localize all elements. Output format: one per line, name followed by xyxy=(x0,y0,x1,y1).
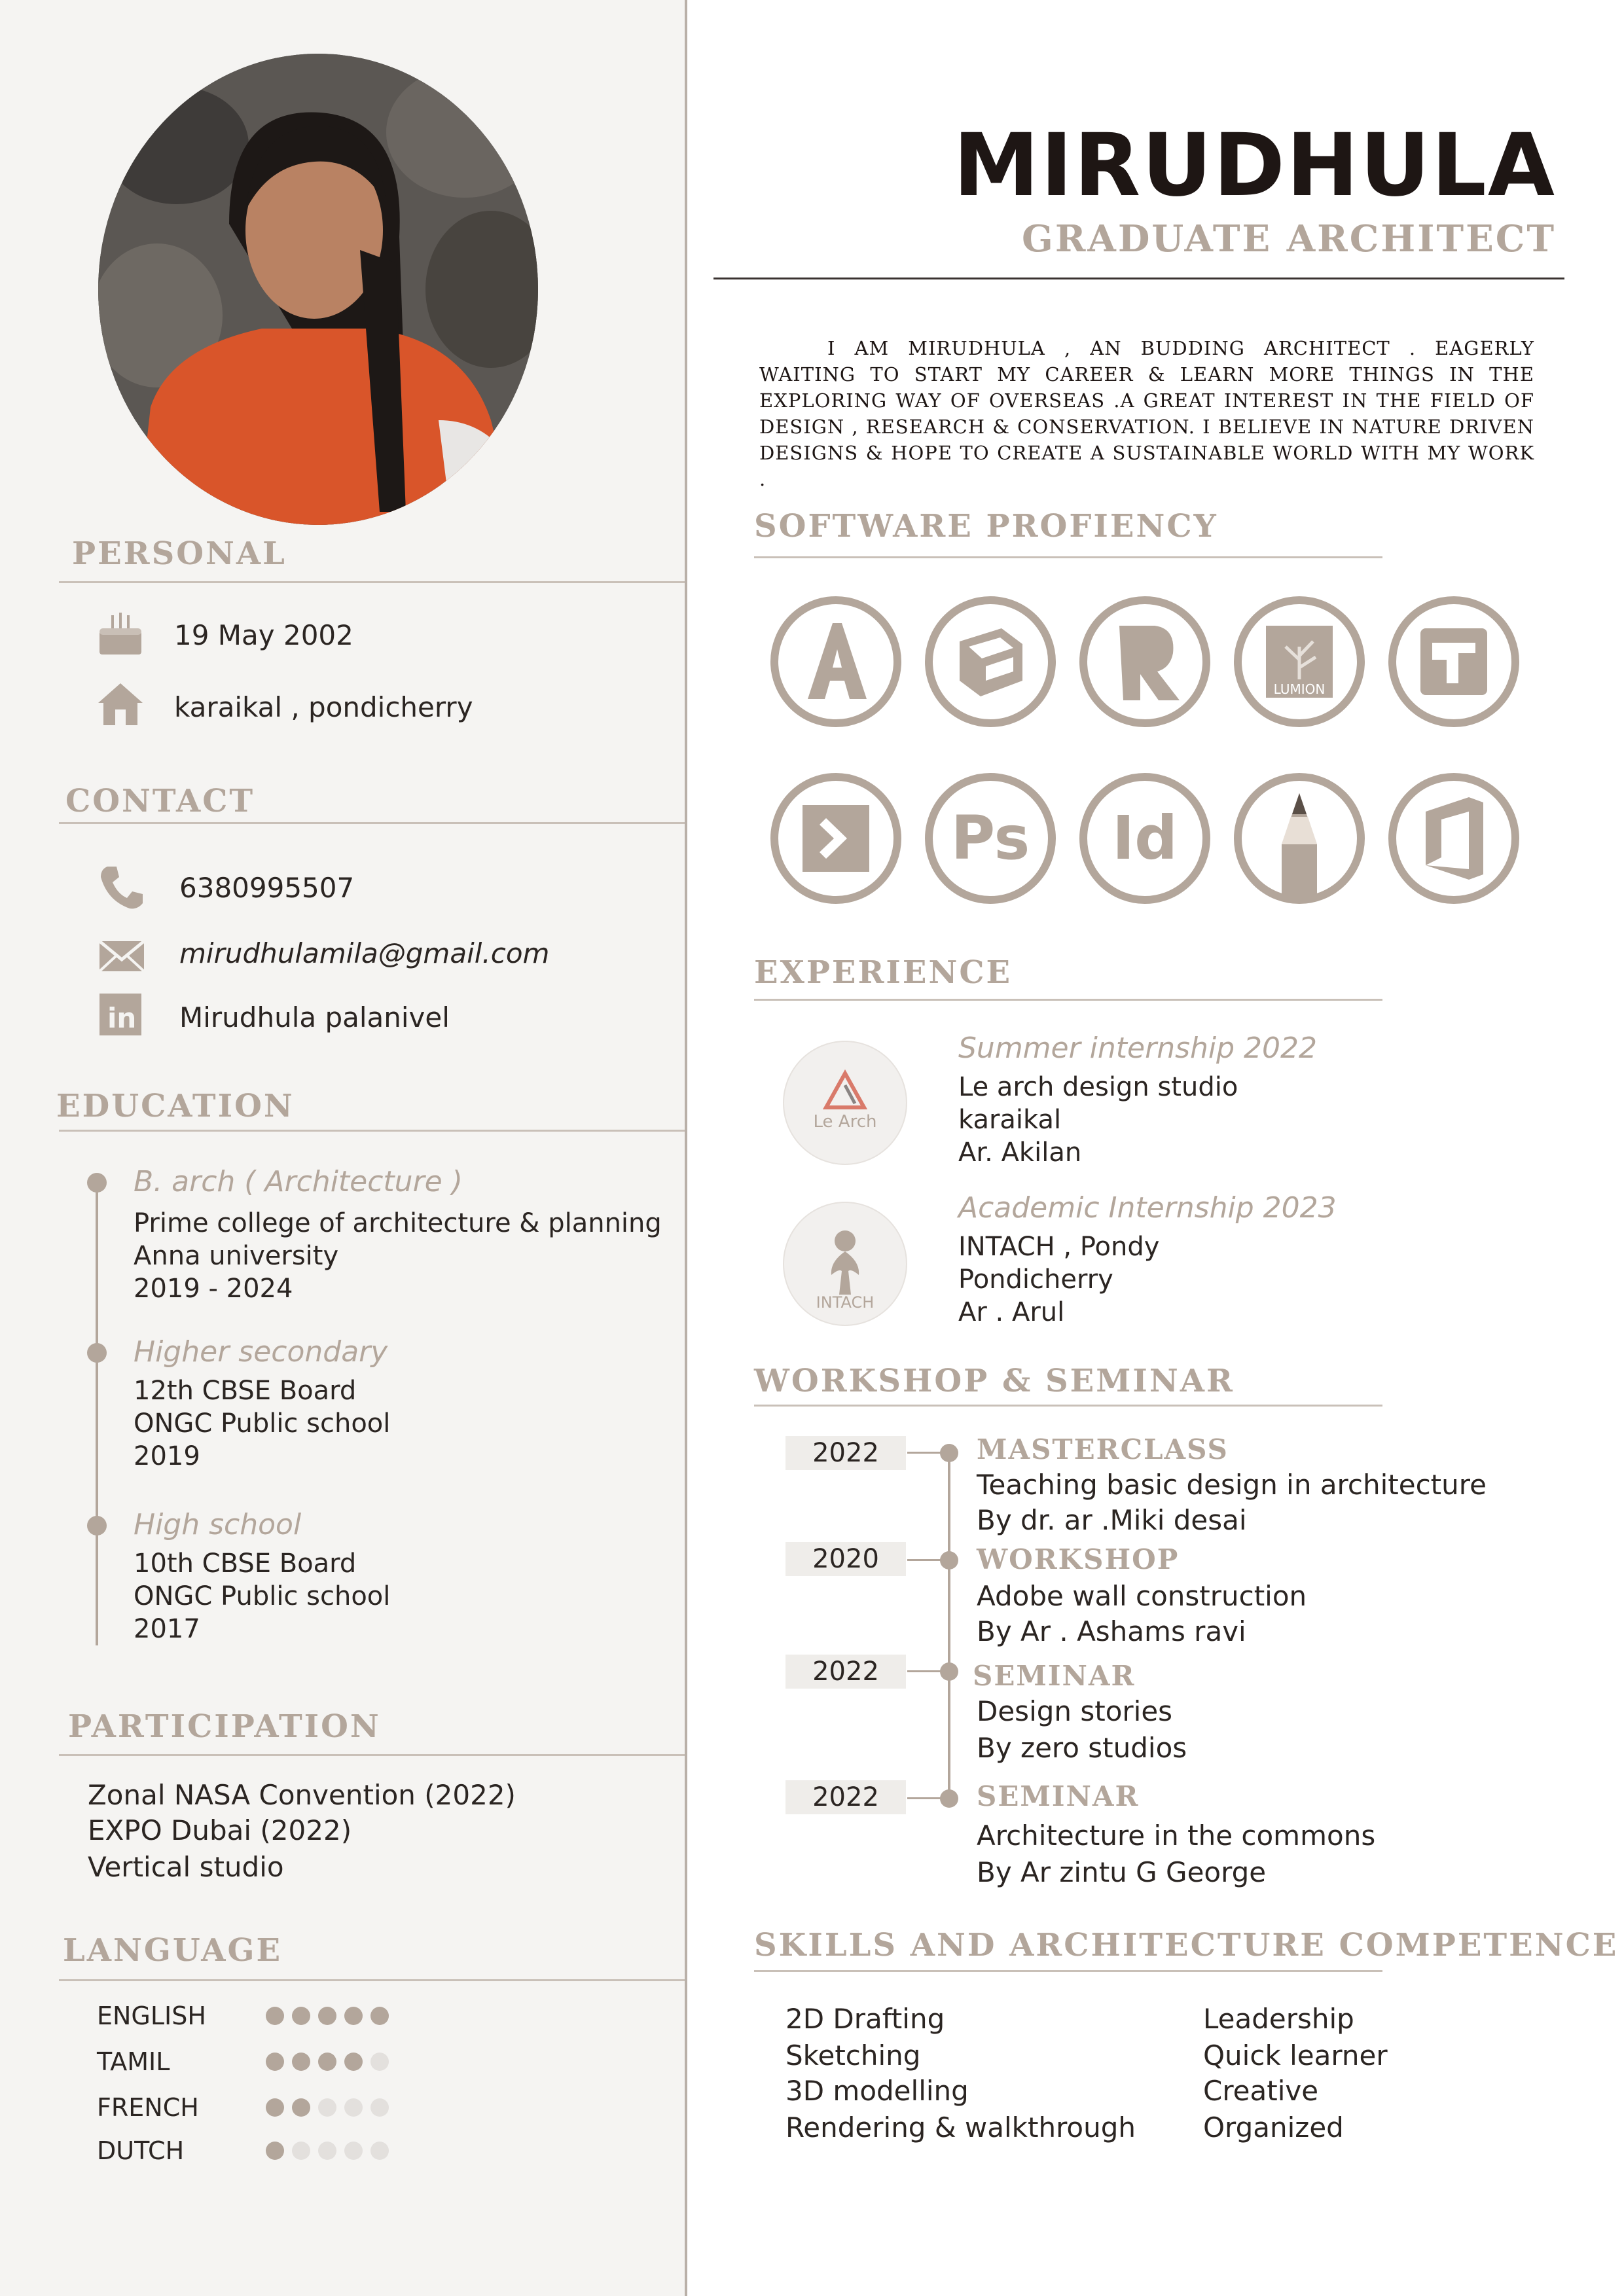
rating-dot-filled xyxy=(292,2098,310,2117)
autocad-icon xyxy=(768,594,903,729)
workshop-type: WORKSHOP xyxy=(977,1543,1180,1575)
experience-line: Le arch design studio xyxy=(958,1072,1238,1102)
photoshop-icon xyxy=(923,771,1058,906)
phone-icon xyxy=(98,864,145,911)
education-line: ONGC Public school xyxy=(134,1581,391,1611)
skill-item: 3D modelling xyxy=(785,2075,969,2107)
participation-item: EXPO Dubai (2022) xyxy=(88,1814,352,1846)
dob-text: 19 May 2002 xyxy=(174,619,353,651)
mail-icon xyxy=(98,932,145,979)
revit-icon xyxy=(1077,594,1212,729)
enscape-icon xyxy=(1386,594,1521,729)
skill-item: Organized xyxy=(1203,2111,1344,2144)
experience-title: Summer internship 2022 xyxy=(958,1031,1318,1065)
workshop-dot xyxy=(940,1662,958,1681)
skills-rule xyxy=(754,1970,1382,1972)
participation-item: Zonal NASA Convention (2022) xyxy=(88,1779,516,1811)
education-line: 12th CBSE Board xyxy=(134,1376,357,1406)
linkedin-icon xyxy=(98,992,145,1039)
workshop-timeline-line xyxy=(948,1449,950,1804)
email-text[interactable]: mirudhulamila@gmail.com xyxy=(179,937,550,969)
experience-line: Ar. Akilan xyxy=(958,1138,1082,1168)
experience-line: karaikal xyxy=(958,1105,1062,1135)
rating-dot-filled xyxy=(266,2142,284,2160)
education-line: 2017 xyxy=(134,1614,200,1644)
rating-dot-filled xyxy=(292,2053,310,2071)
education-heading: EDUCATION xyxy=(56,1088,295,1124)
rating-dot-filled xyxy=(266,2053,284,2071)
participation-heading: PARTICIPATION xyxy=(68,1708,381,1745)
workshop-type: MASTERCLASS xyxy=(977,1433,1229,1465)
lumion-icon xyxy=(1232,594,1367,729)
workshop-line: Architecture in the commons xyxy=(977,1820,1376,1852)
skill-item: Creative xyxy=(1203,2075,1319,2107)
svg-text:in: in xyxy=(107,1002,137,1034)
workshop-heading: WORKSHOP & SEMINAR xyxy=(754,1363,1235,1399)
workshop-rule xyxy=(754,1405,1382,1407)
linkedin-text[interactable]: Mirudhula palanivel xyxy=(179,1001,450,1033)
language-name: FRENCH xyxy=(97,2093,199,2122)
language-name: TAMIL xyxy=(97,2047,170,2076)
indesign-icon xyxy=(1077,771,1212,906)
rating-dot-empty xyxy=(344,2098,363,2117)
rating-dot-empty xyxy=(318,2098,336,2117)
home-icon xyxy=(97,681,144,728)
education-line: 2019 xyxy=(134,1441,200,1471)
workshop-line: By Ar . Ashams ravi xyxy=(977,1615,1246,1647)
workshop-type: SEMINAR xyxy=(973,1660,1136,1692)
skills-heading: SKILLS AND ARCHITECTURE COMPETENCE xyxy=(754,1927,1619,1964)
about-text: I AM MIRUDHULA , AN BUDDING ARCHITECT . EAGERLY WAITING TO START MY CAREER & LEARN MORE THINGS IN THE EXPLORING WAY OF OVERSEAS .A GREAT INTEREST IN THE FIELD OF DESIGN , RESEARCH & CONSERVATION. I BELIEVE IN NATURE DRIVEN DESIGNS & HOPE TO CREATE A SUSTAINABLE WORLD WITH MY WORK . xyxy=(759,337,1534,490)
participation-item: Vertical studio xyxy=(88,1851,284,1883)
education-line: 2019 - 2024 xyxy=(134,1274,293,1304)
rating-dot-empty xyxy=(318,2142,336,2160)
rating-dot-filled xyxy=(292,2007,310,2025)
contact-rule xyxy=(59,822,685,824)
svg-text:Ps: Ps xyxy=(950,803,1030,873)
rating-dot-empty xyxy=(344,2142,363,2160)
workshop-year: 2022 xyxy=(785,1436,906,1470)
skill-item: Leadership xyxy=(1203,2003,1354,2035)
phone-text[interactable]: 6380995507 xyxy=(179,872,355,904)
education-line: 10th CBSE Board xyxy=(134,1549,357,1579)
rating-dot-filled xyxy=(344,2053,363,2071)
workshop-line: Teaching basic design in architecture xyxy=(977,1469,1487,1501)
experience-line: Ar . Arul xyxy=(958,1297,1065,1327)
experience-rule xyxy=(754,999,1382,1001)
skill-item: Sketching xyxy=(785,2039,921,2072)
workshop-year: 2022 xyxy=(785,1780,906,1814)
skill-item: 2D Drafting xyxy=(785,2003,945,2035)
education-dot xyxy=(87,1173,107,1193)
sketchup-icon xyxy=(923,594,1058,729)
rating-dot-filled xyxy=(266,2098,284,2117)
job-title: GRADUATE ARCHITECT xyxy=(1022,217,1556,260)
education-degree: High school xyxy=(134,1508,302,1541)
education-timeline-line xyxy=(96,1183,98,1645)
rating-dot-empty xyxy=(370,2098,389,2117)
skill-item: Quick learner xyxy=(1203,2039,1388,2072)
rating-dot-filled xyxy=(370,2007,389,2025)
education-degree: B. arch ( Architecture ) xyxy=(134,1165,463,1198)
language-rating xyxy=(266,2007,397,2028)
workshop-year: 2022 xyxy=(785,1655,906,1689)
participation-rule xyxy=(59,1754,685,1756)
language-name: ENGLISH xyxy=(97,2001,206,2030)
svg-text:INTACH: INTACH xyxy=(816,1293,875,1312)
rating-dot-filled xyxy=(318,2007,336,2025)
contact-heading: CONTACT xyxy=(65,783,255,819)
skill-item: Rendering & walkthrough xyxy=(785,2111,1136,2144)
header-rule xyxy=(713,278,1564,279)
workshop-line: By Ar zintu G George xyxy=(977,1856,1267,1888)
personal-rule xyxy=(59,581,685,583)
experience-line: INTACH , Pondy xyxy=(958,1232,1160,1262)
personal-heading: PERSONAL xyxy=(72,535,287,572)
rating-dot-filled xyxy=(266,2007,284,2025)
education-dot xyxy=(87,1516,107,1535)
office-icon xyxy=(1386,771,1521,906)
language-rating xyxy=(266,2053,397,2073)
profile-photo xyxy=(98,54,538,525)
experience-line: Pondicherry xyxy=(958,1265,1113,1295)
rating-dot-filled xyxy=(344,2007,363,2025)
svg-text:Le Arch: Le Arch xyxy=(813,1112,877,1132)
workshop-line: By zero studios xyxy=(977,1732,1187,1764)
education-line: Anna university xyxy=(134,1241,339,1271)
workshop-year: 2020 xyxy=(785,1542,906,1576)
software-heading: SOFTWARE PROFIENCY xyxy=(754,508,1218,545)
le-arch-logo xyxy=(784,1042,906,1164)
location-text: karaikal , pondicherry xyxy=(174,691,473,723)
svg-text:Id: Id xyxy=(1111,803,1178,873)
birthday-cake-icon xyxy=(97,609,144,656)
rating-dot-empty xyxy=(370,2053,389,2071)
language-rating xyxy=(266,2098,397,2119)
intach-logo xyxy=(784,1203,906,1325)
education-rule xyxy=(59,1130,685,1132)
language-rule xyxy=(59,1979,685,1981)
name-title: MIRUDHULA xyxy=(953,115,1556,216)
pencil-icon xyxy=(1232,771,1367,906)
workshop-line: Design stories xyxy=(977,1695,1173,1727)
svg-text:LUMION: LUMION xyxy=(1273,681,1326,697)
software-rule xyxy=(754,556,1382,558)
language-heading: LANGUAGE xyxy=(63,1932,283,1969)
experience-title: Academic Internship 2023 xyxy=(958,1191,1337,1225)
education-dot xyxy=(87,1343,107,1363)
workshop-line: By dr. ar .Miki desai xyxy=(977,1504,1247,1536)
vray-icon xyxy=(768,771,903,906)
workshop-dot xyxy=(940,1551,958,1570)
education-degree: Higher secondary xyxy=(134,1335,388,1369)
workshop-dot xyxy=(940,1789,958,1808)
rating-dot-empty xyxy=(292,2142,310,2160)
rating-dot-empty xyxy=(370,2142,389,2160)
rating-dot-filled xyxy=(318,2053,336,2071)
experience-heading: EXPERIENCE xyxy=(754,954,1013,991)
education-line: Prime college of architecture & planning xyxy=(134,1208,662,1238)
education-line: ONGC Public school xyxy=(134,1408,391,1439)
language-rating xyxy=(266,2142,397,2162)
language-name: DUTCH xyxy=(97,2136,185,2165)
workshop-dot xyxy=(940,1444,958,1462)
workshop-line: Adobe wall construction xyxy=(977,1580,1307,1612)
workshop-type: SEMINAR xyxy=(977,1780,1140,1812)
